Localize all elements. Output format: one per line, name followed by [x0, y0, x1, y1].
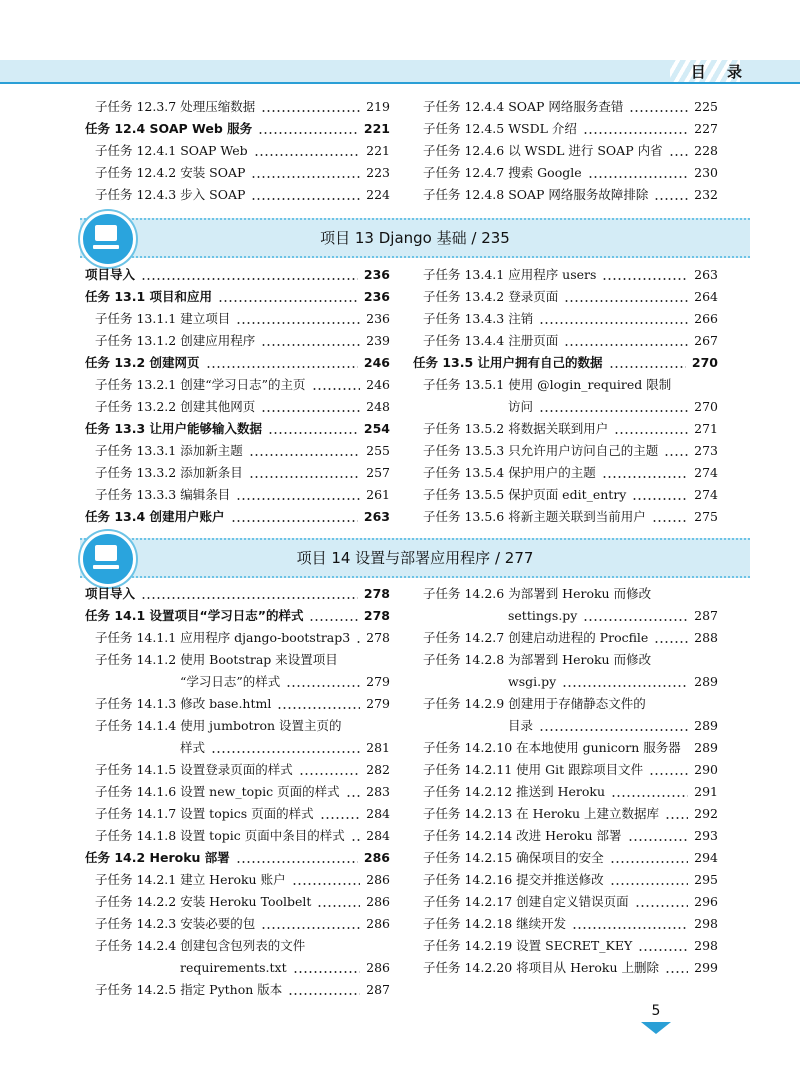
toc-entry-label: 子任务 12.4.1 SOAP Web — [95, 143, 248, 158]
leader-dots — [249, 476, 360, 478]
toc-subtask-entry[interactable] — [413, 286, 718, 308]
toc-page-number: 283 — [366, 784, 390, 799]
toc-subtask-entry[interactable] — [85, 649, 390, 693]
toc-entry-label: 子任务 14.2.10 在本地使用 gunicorn 服务器 — [423, 740, 681, 755]
toc-task-entry[interactable] — [85, 264, 390, 286]
toc-page-number: 263 — [694, 267, 718, 282]
toc-page-number: 278 — [363, 586, 390, 601]
toc-subtask-entry[interactable] — [413, 759, 718, 781]
toc-page-number: 287 — [694, 608, 718, 623]
toc-subtask-entry[interactable] — [85, 308, 390, 330]
toc-page-number: 228 — [694, 143, 718, 158]
toc-entry-label: 子任务 12.4.3 步入 SOAP — [95, 187, 246, 202]
toc-page-number: 286 — [366, 916, 390, 931]
leader-dots — [218, 300, 358, 302]
project-banner — [80, 538, 750, 578]
toc-subtask-entry[interactable] — [85, 484, 390, 506]
toc-subtask-entry[interactable] — [85, 869, 390, 891]
toc-subtask-entry[interactable] — [413, 737, 718, 759]
toc-page-number: 293 — [694, 828, 718, 843]
toc-page-number: 246 — [366, 377, 390, 392]
leader-dots — [236, 322, 360, 324]
leader-dots — [261, 344, 360, 346]
leader-dots — [654, 641, 688, 643]
toc-entry-continuation: requirements.txt — [180, 960, 287, 975]
toc-entry-label: 子任务 14.2.17 创建自定义错误页面 — [423, 894, 629, 909]
leader-dots — [562, 685, 688, 687]
toc-page-number: 236 — [363, 289, 390, 304]
toc-subtask-entry[interactable] — [413, 96, 718, 118]
toc-page-number: 261 — [366, 487, 390, 502]
toc-page-number: 298 — [694, 916, 718, 931]
toc-subtask-entry[interactable] — [413, 118, 718, 140]
toc-entry-label: 子任务 13.1.1 建立项目 — [95, 311, 231, 326]
toc-subtask-entry[interactable] — [413, 649, 718, 693]
leader-dots — [346, 795, 361, 797]
leader-dots — [539, 322, 688, 324]
leader-dots — [312, 388, 361, 390]
leader-dots — [286, 685, 360, 687]
toc-task-entry[interactable] — [85, 286, 390, 308]
toc-subtask-entry[interactable] — [85, 627, 390, 649]
computer-icon — [80, 531, 136, 587]
toc-page-number: 292 — [694, 806, 718, 821]
toc-page-number: 284 — [366, 828, 390, 843]
leader-dots — [564, 300, 688, 302]
toc-entry-label: 子任务 12.3.7 处理压缩数据 — [95, 99, 256, 114]
leader-dots — [320, 817, 361, 819]
toc-page-number: 221 — [366, 143, 390, 158]
leader-dots — [261, 110, 360, 112]
toc-column — [85, 96, 390, 206]
toc-entry-label: 子任务 13.3.2 添加新条目 — [95, 465, 243, 480]
toc-subtask-entry[interactable] — [413, 374, 718, 418]
toc-subtask-entry[interactable] — [413, 418, 718, 440]
toc-task-entry[interactable] — [85, 605, 390, 627]
toc-subtask-entry[interactable] — [85, 891, 390, 913]
leader-dots — [628, 839, 689, 841]
toc-page-number: 225 — [694, 99, 718, 114]
leader-dots — [249, 454, 360, 456]
toc-subtask-entry[interactable] — [413, 308, 718, 330]
leader-dots — [635, 905, 688, 907]
leader-dots — [583, 619, 688, 621]
toc-entry-label: 子任务 14.2.14 改进 Heroku 部署 — [423, 828, 622, 843]
toc-entry-label: 子任务 13.4.1 应用程序 users — [423, 267, 597, 282]
leader-dots — [236, 498, 360, 500]
toc-entry-continuation: wsgi.py — [508, 674, 557, 689]
leader-dots — [609, 366, 686, 368]
leader-dots — [583, 132, 688, 134]
toc-subtask-entry[interactable] — [413, 869, 718, 891]
toc-subtask-entry[interactable] — [85, 693, 390, 715]
toc-subtask-entry[interactable] — [413, 162, 718, 184]
page-number: 5 — [651, 1003, 661, 1019]
toc-subtask-entry[interactable] — [85, 462, 390, 484]
toc-entry-label: 子任务 13.4.4 注册页面 — [423, 333, 559, 348]
toc-column — [85, 583, 390, 1001]
toc-entry-label: 子任务 14.2.19 设置 SECRET_KEY — [423, 938, 633, 953]
toc-page-number: 286 — [366, 872, 390, 887]
toc-entry-label: 子任务 14.2.18 继续开发 — [423, 916, 567, 931]
toc-subtask-entry[interactable] — [413, 825, 718, 847]
toc-task-entry[interactable] — [85, 418, 390, 440]
toc-entry-label: 子任务 14.1.8 设置 topic 页面中条目的样式 — [95, 828, 345, 843]
leader-dots — [293, 971, 361, 973]
toc-page-number: 255 — [366, 443, 390, 458]
toc-entry-label: 子任务 14.2.6 为部署到 Heroku 而修改 — [423, 586, 652, 601]
toc-page-number: 236 — [366, 311, 390, 326]
toc-entry-continuation: 样式 — [180, 740, 206, 755]
toc-subtask-entry[interactable] — [85, 184, 390, 206]
toc-entry-label: 子任务 12.4.2 安装 SOAP — [95, 165, 246, 180]
leader-dots — [669, 154, 689, 156]
toc-subtask-entry[interactable] — [85, 935, 390, 979]
toc-subtask-entry[interactable] — [413, 462, 718, 484]
toc-subtask-entry[interactable] — [413, 891, 718, 913]
toc-page-number: 286 — [366, 894, 390, 909]
toc-page-number: 281 — [366, 740, 390, 755]
toc-entry-label: 任务 14.1 设置项目“学习日志”的样式 — [85, 608, 304, 623]
leader-dots — [611, 795, 688, 797]
leader-dots — [258, 132, 358, 134]
page-marker-icon — [641, 1022, 671, 1034]
toc-entry-label: 任务 14.2 Heroku 部署 — [85, 850, 230, 865]
toc-task-entry[interactable] — [85, 847, 390, 869]
toc-task-entry[interactable] — [85, 583, 390, 605]
toc-entry-label: 子任务 13.2.1 创建“学习日志”的主页 — [95, 377, 306, 392]
toc-subtask-entry[interactable] — [413, 140, 718, 162]
toc-page-number: 271 — [694, 421, 718, 436]
page-header-title: 目 录 — [690, 63, 750, 81]
toc-page-number: 279 — [366, 674, 390, 689]
leader-dots — [268, 432, 358, 434]
leader-dots — [665, 817, 688, 819]
leader-dots — [539, 729, 688, 731]
toc-page-number: 232 — [694, 187, 718, 202]
toc-page-number: 287 — [366, 982, 390, 997]
toc-subtask-entry[interactable] — [85, 913, 390, 935]
leader-dots — [610, 883, 688, 885]
leader-dots — [251, 176, 360, 178]
toc-subtask-entry[interactable] — [85, 96, 390, 118]
toc-page-number: 294 — [694, 850, 718, 865]
toc-page-number: 286 — [366, 960, 390, 975]
toc-column — [413, 264, 718, 528]
leader-dots — [539, 410, 688, 412]
toc-subtask-entry[interactable] — [85, 759, 390, 781]
leader-dots — [602, 476, 688, 478]
toc-page-number: 264 — [694, 289, 718, 304]
toc-page-number: 296 — [694, 894, 718, 909]
toc-entry-label: 子任务 14.1.6 设置 new_topic 页面的样式 — [95, 784, 340, 799]
toc-entry-label: 子任务 14.2.16 提交并推送修改 — [423, 872, 604, 887]
toc-entry-label: 子任务 14.2.12 推送到 Heroku — [423, 784, 606, 799]
leader-dots — [614, 432, 688, 434]
toc-page-number: 289 — [694, 740, 718, 755]
toc-page-number: 254 — [363, 421, 390, 436]
leader-dots — [251, 198, 360, 200]
toc-page-number: 282 — [366, 762, 390, 777]
leader-dots — [664, 454, 688, 456]
toc-page-number: 295 — [694, 872, 718, 887]
toc-page-number: 290 — [694, 762, 718, 777]
leader-dots — [564, 344, 688, 346]
toc-subtask-entry[interactable] — [413, 913, 718, 935]
toc-entry-label: 子任务 14.2.11 使用 Git 跟踪项目文件 — [423, 762, 644, 777]
leader-dots — [610, 861, 688, 863]
toc-page-number: 257 — [366, 465, 390, 480]
toc-subtask-entry[interactable] — [413, 184, 718, 206]
leader-dots — [572, 927, 688, 929]
toc-page-number: 239 — [366, 333, 390, 348]
leader-dots — [211, 751, 360, 753]
toc-subtask-entry[interactable] — [413, 330, 718, 352]
toc-entry-continuation: 目录 — [508, 718, 534, 733]
toc-page-number: 270 — [691, 355, 718, 370]
toc-subtask-entry[interactable] — [85, 803, 390, 825]
toc-page-number: 291 — [694, 784, 718, 799]
toc-entry-label: 子任务 13.4.2 登录页面 — [423, 289, 559, 304]
leader-dots — [236, 861, 358, 863]
toc-page-number: 288 — [694, 630, 718, 645]
toc-page-number: 230 — [694, 165, 718, 180]
toc-page-number: 223 — [366, 165, 390, 180]
toc-page-number: 227 — [694, 121, 718, 136]
toc-entry-label: 子任务 13.2.2 创建其他网页 — [95, 399, 256, 414]
toc-subtask-entry[interactable] — [85, 374, 390, 396]
toc-page-number: 275 — [694, 509, 718, 524]
toc-subtask-entry[interactable] — [413, 781, 718, 803]
toc-task-entry[interactable] — [85, 506, 390, 528]
toc-subtask-entry[interactable] — [413, 847, 718, 869]
toc-entry-label: 项目导入 — [85, 586, 136, 601]
leader-dots — [206, 366, 358, 368]
toc-subtask-entry[interactable] — [413, 484, 718, 506]
leader-dots — [141, 597, 358, 599]
leader-dots — [629, 110, 688, 112]
leader-dots — [588, 176, 689, 178]
leader-dots — [649, 773, 688, 775]
toc-entry-label: 子任务 14.2.3 安装必要的包 — [95, 916, 256, 931]
header-rule — [0, 82, 800, 84]
leader-dots — [687, 751, 688, 753]
toc-subtask-entry[interactable] — [85, 140, 390, 162]
leader-dots — [356, 641, 360, 643]
toc-page-number: 299 — [694, 960, 718, 975]
leader-dots — [231, 520, 358, 522]
toc-entry-label: 子任务 13.5.2 将数据关联到用户 — [423, 421, 609, 436]
toc-page-number: 266 — [694, 311, 718, 326]
toc-subtask-entry[interactable] — [413, 506, 718, 528]
toc-page-number: 273 — [694, 443, 718, 458]
toc-page-number: 274 — [694, 465, 718, 480]
leader-dots — [309, 619, 357, 621]
project-banner — [80, 218, 750, 258]
toc-page-number: 224 — [366, 187, 390, 202]
toc-subtask-entry[interactable] — [413, 693, 718, 737]
toc-subtask-entry[interactable] — [85, 825, 390, 847]
toc-entry-label: 任务 13.5 让用户拥有自己的数据 — [413, 355, 603, 370]
leader-dots — [261, 410, 360, 412]
toc-entry-label: 子任务 12.4.6 以 WSDL 进行 SOAP 内省 — [423, 143, 663, 158]
toc-page-number: 278 — [363, 608, 390, 623]
leader-dots — [652, 520, 688, 522]
toc-entry-label: 子任务 13.1.2 创建应用程序 — [95, 333, 256, 348]
toc-subtask-entry[interactable] — [85, 330, 390, 352]
toc-subtask-entry[interactable] — [413, 440, 718, 462]
toc-subtask-entry[interactable] — [85, 979, 390, 1001]
toc-entry-label: 子任务 14.2.15 确保项目的安全 — [423, 850, 604, 865]
toc-subtask-entry[interactable] — [413, 583, 718, 627]
toc-page-number: 289 — [694, 674, 718, 689]
toc-task-entry[interactable] — [85, 352, 390, 374]
toc-page-number: 284 — [366, 806, 390, 821]
toc-page-number: 286 — [363, 850, 390, 865]
toc-entry-continuation: settings.py — [508, 608, 578, 623]
leader-dots — [261, 927, 360, 929]
toc-entry-label: 子任务 12.4.4 SOAP 网络服务查错 — [423, 99, 624, 114]
toc-page-number: 270 — [694, 399, 718, 414]
toc-entry-label: 子任务 13.5.5 保护页面 edit_entry — [423, 487, 627, 502]
leader-dots — [288, 993, 360, 995]
toc-page-number: 248 — [366, 399, 390, 414]
toc-entry-label: 子任务 14.2.8 为部署到 Heroku 而修改 — [423, 652, 652, 667]
toc-entry-label: 子任务 12.4.5 WSDL 介绍 — [423, 121, 577, 136]
toc-column — [85, 264, 390, 528]
leader-dots — [654, 198, 688, 200]
leader-dots — [638, 949, 688, 951]
toc-column — [413, 583, 718, 979]
toc-entry-label: 子任务 14.2.13 在 Heroku 上建立数据库 — [423, 806, 660, 821]
toc-subtask-entry[interactable] — [85, 396, 390, 418]
toc-entry-label: 项目导入 — [85, 267, 136, 282]
toc-entry-label: 任务 13.4 创建用户账户 — [85, 509, 225, 524]
toc-entry-label: 任务 13.1 项目和应用 — [85, 289, 213, 304]
toc-subtask-entry[interactable] — [413, 627, 718, 649]
toc-entry-label: 子任务 14.1.5 设置登录页面的样式 — [95, 762, 293, 777]
toc-entry-label: 子任务 12.4.8 SOAP 网络服务故障排除 — [423, 187, 649, 202]
toc-page-number: 279 — [366, 696, 390, 711]
toc-entry-label: 子任务 12.4.7 搜索 Google — [423, 165, 582, 180]
toc-subtask-entry[interactable] — [85, 162, 390, 184]
toc-page-number: 274 — [694, 487, 718, 502]
project-14-title: 项目 14 设置与部署应用程序 / 277 — [296, 549, 534, 567]
toc-entry-continuation: 访问 — [508, 399, 534, 414]
toc-entry-label: 子任务 14.1.3 修改 base.html — [95, 696, 272, 711]
leader-dots — [351, 839, 360, 841]
toc-entry-label: 任务 13.3 让用户能够输入数据 — [85, 421, 263, 436]
toc-subtask-entry[interactable] — [85, 715, 390, 759]
toc-entry-label: 子任务 13.3.3 编辑条目 — [95, 487, 231, 502]
toc-task-entry[interactable] — [413, 352, 718, 374]
toc-entry-label: 子任务 13.5.6 将新主题关联到当前用户 — [423, 509, 646, 524]
toc-entry-label: 子任务 13.4.3 注销 — [423, 311, 534, 326]
toc-entry-label: 任务 13.2 创建网页 — [85, 355, 200, 370]
toc-entry-label: 子任务 13.5.1 使用 @login_required 限制 — [423, 377, 672, 392]
toc-entry-label: 子任务 14.1.7 设置 topics 页面的样式 — [95, 806, 314, 821]
project-13-title: 项目 13 Django 基础 / 235 — [320, 229, 510, 247]
toc-page-number: 219 — [366, 99, 390, 114]
toc-page-number: 289 — [694, 718, 718, 733]
leader-dots — [632, 498, 688, 500]
toc-entry-label: 子任务 13.5.4 保护用户的主题 — [423, 465, 596, 480]
toc-entry-label: 子任务 14.2.2 安装 Heroku Toolbelt — [95, 894, 312, 909]
toc-page-number: 298 — [694, 938, 718, 953]
toc-task-entry[interactable] — [85, 118, 390, 140]
toc-subtask-entry[interactable] — [413, 803, 718, 825]
leader-dots — [277, 707, 360, 709]
toc-entry-label: 子任务 14.2.9 创建用于存储静态文件的 — [423, 696, 646, 711]
leader-dots — [141, 278, 358, 280]
toc-entry-label: 子任务 14.2.5 指定 Python 版本 — [95, 982, 283, 997]
toc-page-number: 246 — [363, 355, 390, 370]
leader-dots — [292, 883, 361, 885]
toc-subtask-entry[interactable] — [413, 264, 718, 286]
toc-subtask-entry[interactable] — [413, 935, 718, 957]
toc-entry-label: 子任务 14.2.4 创建包含包列表的文件 — [95, 938, 306, 953]
toc-page-number: 263 — [363, 509, 390, 524]
toc-entry-label: 子任务 14.2.7 创建启动进程的 Procfile — [423, 630, 649, 645]
toc-subtask-entry[interactable] — [85, 781, 390, 803]
leader-dots — [254, 154, 360, 156]
toc-entry-label: 子任务 14.1.4 使用 jumbotron 设置主页的 — [95, 718, 342, 733]
leader-dots — [299, 773, 360, 775]
toc-page-number: 221 — [363, 121, 390, 136]
toc-entry-label: 子任务 14.1.1 应用程序 django-bootstrap3 — [95, 630, 351, 645]
toc-subtask-entry[interactable] — [413, 957, 718, 979]
toc-entry-label: 任务 12.4 SOAP Web 服务 — [85, 121, 253, 136]
toc-entry-continuation: “学习日志”的样式 — [180, 674, 281, 689]
toc-entry-label: 子任务 14.1.2 使用 Bootstrap 来设置项目 — [95, 652, 338, 667]
leader-dots — [665, 971, 688, 973]
toc-entry-label: 子任务 14.2.20 将项目从 Heroku 上删除 — [423, 960, 660, 975]
toc-entry-label: 子任务 14.2.1 建立 Heroku 账户 — [95, 872, 286, 887]
toc-page-number: 267 — [694, 333, 718, 348]
toc-subtask-entry[interactable] — [85, 440, 390, 462]
leader-dots — [317, 905, 360, 907]
toc-page-number: 278 — [366, 630, 390, 645]
toc-entry-label: 子任务 13.3.1 添加新主题 — [95, 443, 243, 458]
leader-dots — [602, 278, 688, 280]
toc-entry-label: 子任务 13.5.3 只允许用户访问自己的主题 — [423, 443, 659, 458]
computer-icon — [80, 211, 136, 267]
toc-page-number: 236 — [363, 267, 390, 282]
toc-column — [413, 96, 718, 206]
